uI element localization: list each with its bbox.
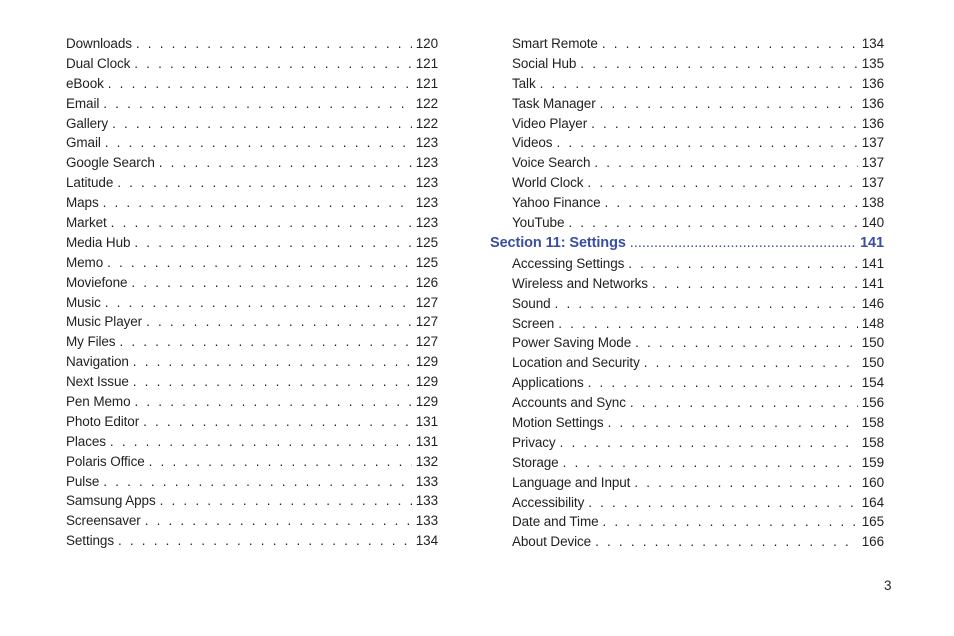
toc-entry-leader: [555, 294, 858, 314]
toc-entry-title: My Files: [66, 334, 116, 350]
toc-entry-page: 129: [415, 394, 438, 410]
toc-entry[interactable]: [66, 412, 438, 432]
toc-entry-page: 138: [861, 195, 884, 211]
toc-entry-page: 127: [415, 294, 438, 310]
toc-entry-leader: [560, 433, 858, 453]
toc-entry-title: Places: [66, 433, 106, 449]
toc-entry-page: 126: [415, 274, 438, 290]
toc-entry-leader: [556, 133, 857, 153]
toc-entry-title: eBook: [66, 75, 104, 91]
toc-entry-page: 148: [861, 315, 884, 331]
toc-entry-title: World Clock: [512, 175, 584, 191]
toc-entry[interactable]: [490, 294, 884, 314]
toc-entry-leader: [107, 253, 412, 273]
toc-entry-page: 123: [415, 175, 438, 191]
toc-entry[interactable]: [66, 253, 438, 273]
toc-entry[interactable]: [490, 373, 884, 393]
toc-entry-page: 150: [861, 355, 884, 371]
toc-right-entries: [490, 34, 884, 233]
toc-entry-page: 131: [415, 413, 438, 429]
toc-entry-page: 136: [861, 95, 884, 111]
toc-entry-title: Maps: [66, 195, 99, 211]
toc-entry-title: Language and Input: [512, 474, 631, 490]
toc-entry-title: Settings: [66, 533, 114, 549]
toc-entry[interactable]: [66, 133, 438, 153]
toc-entry[interactable]: [66, 74, 438, 94]
toc-entry-leader: [143, 412, 412, 432]
toc-entry-leader: [635, 333, 858, 353]
toc-entry-page: 158: [861, 434, 884, 450]
toc-entry-leader: [117, 173, 412, 193]
toc-entry-title: Pen Memo: [66, 394, 131, 410]
toc-entry-title: Video Player: [512, 115, 588, 131]
toc-entry-title: Social Hub: [512, 55, 577, 71]
toc-entry-leader: [628, 254, 858, 274]
toc-entry-title: Polaris Office: [66, 453, 145, 469]
toc-entry[interactable]: [66, 332, 438, 352]
toc-entry-leader: [119, 332, 411, 352]
toc-entry[interactable]: [66, 392, 438, 412]
toc-entry-leader: [103, 472, 411, 492]
toc-entry-title: Date and Time: [512, 514, 599, 530]
toc-entry-leader: [136, 34, 412, 54]
toc-entry-leader: [588, 373, 858, 393]
toc-entry-title: Gmail: [66, 135, 101, 151]
toc-entry[interactable]: [490, 94, 884, 114]
toc-entry-leader: [134, 392, 411, 412]
toc-entry-leader: [595, 532, 858, 552]
toc-entry-title: Smart Remote: [512, 36, 598, 51]
toc-entry-page: 129: [415, 374, 438, 390]
toc-entry-page: 123: [415, 215, 438, 231]
toc-entry[interactable]: [66, 94, 438, 114]
toc-entry-leader: [630, 393, 858, 413]
toc-entry-page: 125: [415, 234, 438, 250]
toc-entry-title: Market: [66, 215, 107, 231]
toc-entry[interactable]: [66, 233, 438, 253]
toc-entry[interactable]: [490, 453, 884, 473]
toc-entry-page: 127: [415, 334, 438, 350]
toc-entry-title: About Device: [512, 534, 592, 550]
toc-entry[interactable]: [66, 491, 438, 511]
toc-entry-page: 136: [861, 75, 884, 91]
toc-entry-leader: [103, 193, 412, 213]
toc-entry[interactable]: [66, 372, 438, 392]
toc-entry[interactable]: [490, 193, 884, 213]
toc-entry-title: Privacy: [512, 434, 556, 450]
toc-entry-page: 141: [861, 275, 884, 291]
toc-entry-leader: [105, 133, 412, 153]
toc-entry[interactable]: [490, 254, 884, 274]
toc-entry-leader: [108, 74, 412, 94]
toc-entry[interactable]: [66, 153, 438, 173]
toc-entry-leader: [588, 493, 858, 513]
toc-entry-leader: [634, 473, 857, 493]
toc-entry[interactable]: [490, 314, 884, 334]
toc-entry-page: 121: [415, 55, 438, 71]
toc-entry-page: 123: [415, 195, 438, 211]
toc-entry-leader: [580, 54, 857, 74]
toc-entry-title: Photo Editor: [66, 413, 140, 429]
toc-entry-title: Location and Security: [512, 355, 640, 371]
toc-entry-leader: [110, 432, 412, 452]
toc-entry-title: Moviefone: [66, 274, 128, 290]
toc-entry-page: 166: [861, 534, 884, 550]
toc-entry-page: 127: [415, 314, 438, 330]
toc-entry-page: 159: [861, 454, 884, 470]
toc-entry-page: 134: [861, 36, 884, 51]
toc-entry-leader: [602, 34, 858, 54]
toc-entry-page: 141: [861, 255, 884, 271]
toc-entry-leader: [133, 352, 412, 372]
toc-entry[interactable]: [66, 213, 438, 233]
toc-entry-title: Latitude: [66, 175, 114, 191]
toc-entry-leader: [112, 114, 412, 134]
toc-entry-title: Task Manager: [512, 95, 596, 111]
toc-entry-title: Email: [66, 95, 100, 111]
toc-entry-leader: [605, 193, 858, 213]
toc-section-page: 141: [860, 234, 884, 251]
toc-entry-leader: [145, 511, 412, 531]
toc-entry-title: Screen: [512, 315, 555, 331]
toc-entry[interactable]: [490, 353, 884, 373]
toc-entry-title: Memo: [66, 254, 104, 270]
toc-entry[interactable]: [490, 274, 884, 294]
toc-entry[interactable]: [66, 472, 438, 492]
toc-entry-page: 156: [861, 395, 884, 411]
toc-entry-leader: [134, 54, 411, 74]
toc-entry-page: 158: [861, 415, 884, 431]
toc-entry-title: Samsung Apps: [66, 493, 156, 509]
toc-entry-leader: [103, 94, 412, 114]
toc-entry[interactable]: [66, 273, 438, 293]
toc-entry[interactable]: [66, 511, 438, 531]
toc-entry[interactable]: [66, 452, 438, 472]
toc-entry-leader: [558, 314, 858, 334]
toc-entry-title: Talk: [512, 75, 536, 91]
toc-entry[interactable]: [66, 193, 438, 213]
toc-entry-title: Navigation: [66, 354, 129, 370]
toc-section-entries: [490, 254, 884, 552]
toc-entry-page: 122: [415, 115, 438, 131]
toc-entry-title: Media Hub: [66, 234, 131, 250]
toc-section-heading[interactable]: [490, 233, 884, 254]
toc-entry-page: 132: [415, 453, 438, 469]
toc-entry-page: 146: [861, 295, 884, 311]
toc-entry-title: Sound: [512, 295, 551, 311]
toc-entry-page: 123: [415, 135, 438, 151]
toc-entry-title: Voice Search: [512, 155, 591, 171]
toc-entry-page: 164: [861, 494, 884, 510]
toc-entry[interactable]: [490, 512, 884, 532]
toc-entry-leader: [111, 213, 412, 233]
toc-entry[interactable]: [490, 74, 884, 94]
toc-entry-title: Power Saving Mode: [512, 335, 632, 351]
toc-entry[interactable]: [490, 413, 884, 433]
toc-entry-page: 121: [415, 75, 438, 91]
toc-entry[interactable]: [490, 532, 884, 552]
toc-entry-leader: [652, 274, 858, 294]
toc-entry[interactable]: [490, 493, 884, 513]
toc-entry-leader: [587, 173, 857, 193]
toc-entry[interactable]: [66, 531, 438, 551]
toc-entry[interactable]: [490, 393, 884, 413]
toc-entry-title: Applications: [512, 375, 584, 391]
toc-entry-page: 165: [861, 514, 884, 530]
toc-entry-leader: [568, 213, 857, 233]
toc-entry-title: Gallery: [66, 115, 109, 131]
toc-entry[interactable]: [490, 473, 884, 493]
toc-entry-title: Dual Clock: [66, 55, 131, 71]
toc-entry[interactable]: [66, 114, 438, 134]
toc-entry-page: 125: [415, 254, 438, 270]
toc-entry-leader: [159, 153, 412, 173]
toc-entry-title: Yahoo Finance: [512, 195, 601, 211]
toc-entry[interactable]: [66, 312, 438, 332]
toc-entry-page: 137: [861, 135, 884, 151]
toc-entry-leader: [540, 74, 858, 94]
toc-entry-page: 122: [415, 95, 438, 111]
toc-entry[interactable]: [490, 114, 884, 134]
toc-entry-leader: [133, 372, 412, 392]
toc-entry-page: 150: [861, 335, 884, 351]
toc-entry[interactable]: [490, 54, 884, 74]
toc-entry-leader: [105, 293, 412, 313]
toc-entry-leader: [134, 233, 411, 253]
toc-entry-title: Music: [66, 294, 101, 310]
toc-section-leader: [630, 233, 856, 254]
toc-entry[interactable]: [490, 133, 884, 153]
toc-entry-page: 133: [415, 473, 438, 489]
toc-entry-page: 133: [415, 493, 438, 509]
toc-entry-leader: [600, 94, 858, 114]
toc-entry-title: Screensaver: [66, 513, 141, 529]
toc-entry[interactable]: [66, 432, 438, 452]
toc-entry-title: Videos: [512, 135, 553, 151]
toc-entry-page: 133: [415, 513, 438, 529]
toc-entry-leader: [591, 114, 858, 134]
toc-entry-leader: [644, 353, 858, 373]
toc-entry-title: Storage: [512, 454, 559, 470]
toc-entry-page: 129: [415, 354, 438, 370]
toc-entry[interactable]: [490, 213, 884, 233]
toc-entry-title: Downloads: [66, 36, 132, 51]
toc-entry-page: 140: [861, 215, 884, 231]
toc-entry-title: YouTube: [512, 215, 565, 231]
toc-entry-leader: [131, 273, 411, 293]
toc-entry-leader: [160, 491, 412, 511]
toc-entry-title: Pulse: [66, 473, 100, 489]
toc-entry[interactable]: [490, 333, 884, 353]
toc-entry-leader: [563, 453, 858, 473]
toc-entry-title: Accessing Settings: [512, 255, 625, 271]
toc-entry[interactable]: [66, 173, 438, 193]
toc-entry[interactable]: [490, 153, 884, 173]
toc-entry[interactable]: [66, 293, 438, 313]
toc-entry-page: 137: [861, 175, 884, 191]
toc-entry-leader: [603, 512, 858, 532]
toc-entry-page: 120: [415, 36, 438, 51]
page-number: 3: [884, 578, 892, 593]
toc-entry-page: 123: [415, 155, 438, 171]
toc-entry-title: Music Player: [66, 314, 143, 330]
toc-entry-title: Motion Settings: [512, 415, 604, 431]
toc-entry[interactable]: [490, 173, 884, 193]
toc-entry-page: 135: [861, 55, 884, 71]
toc-entry[interactable]: [490, 433, 884, 453]
toc-entry-leader: [149, 452, 412, 472]
toc-entry-page: 154: [861, 375, 884, 391]
toc-section-title: Section 11: Settings: [490, 234, 626, 251]
toc-entry-leader: [594, 153, 857, 173]
toc-entry-leader: [146, 312, 412, 332]
toc-entry-title: Wireless and Networks: [512, 275, 648, 291]
toc-entry-page: 137: [861, 155, 884, 171]
toc-entry-title: Accessibility: [512, 494, 585, 510]
toc-entry-title: Google Search: [66, 155, 155, 171]
toc-left-column: [66, 34, 438, 551]
toc-entry-leader: [118, 531, 412, 551]
toc-entry-leader: [608, 413, 858, 433]
toc-entry[interactable]: [66, 34, 438, 54]
toc-right-column: [490, 34, 884, 552]
toc-entry-page: 134: [415, 533, 438, 549]
toc-entry-title: Accounts and Sync: [512, 395, 626, 411]
toc-entry[interactable]: [490, 34, 884, 54]
toc-entry[interactable]: [66, 352, 438, 372]
toc-entry-title: Next Issue: [66, 374, 129, 390]
toc-entry-page: 160: [861, 474, 884, 490]
toc-entry[interactable]: [66, 54, 438, 74]
toc-entry-page: 136: [861, 115, 884, 131]
toc-entry-page: 131: [415, 433, 438, 449]
